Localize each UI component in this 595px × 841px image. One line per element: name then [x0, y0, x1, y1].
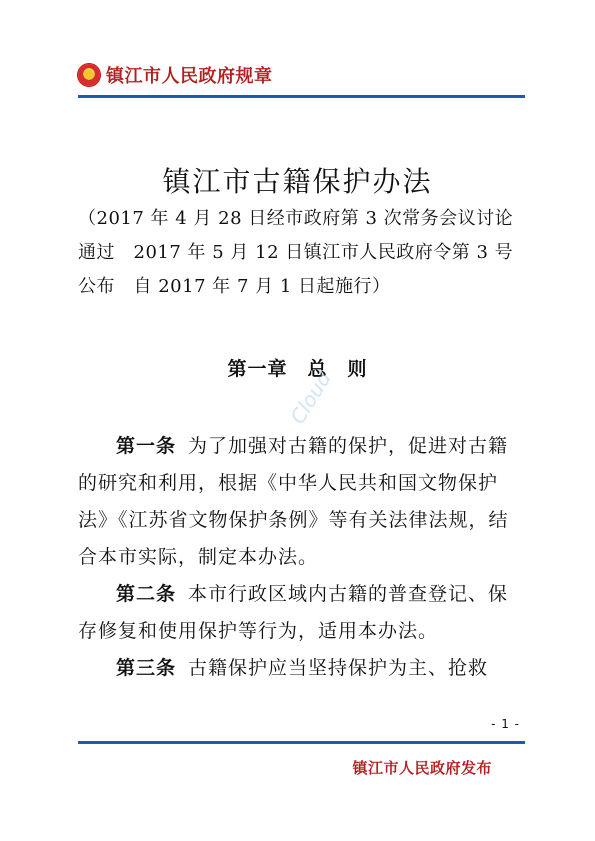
page-number: - 1 - — [491, 717, 520, 731]
national-emblem-icon — [78, 64, 100, 86]
footer-publisher: 镇江市人民政府发布 — [352, 759, 492, 777]
chapter-heading: 第一章 总 则 — [227, 358, 368, 380]
article-label: 第二条 — [116, 583, 177, 605]
bottom-divider — [78, 741, 525, 744]
article-text: 古籍保护应当坚持保护为主、抢救 — [188, 657, 489, 679]
header — [78, 62, 273, 88]
article-text: 本市行政区域内古籍的普查登记、保存修复和使用保护等行为，适用本办法。 — [78, 583, 509, 642]
article-label: 第三条 — [116, 657, 177, 679]
watermark: Cloud — [285, 367, 337, 429]
document-title: 镇江市古籍保护办法 — [162, 165, 433, 198]
document-body — [78, 428, 525, 687]
header-title: 镇江市人民政府规章 — [106, 66, 273, 87]
article-paragraph — [78, 428, 525, 576]
article-paragraph — [78, 650, 525, 687]
article-text: 为了加强对古籍的保护，促进对古籍的研究和利用，根据《中华人民共和国文物保护法》《江苏省文物保护条例》等有关法律法规，结合本市实际，制定本办法。 — [78, 435, 509, 568]
article-paragraph — [78, 576, 525, 650]
article-label: 第一条 — [116, 435, 177, 457]
top-divider — [78, 95, 525, 98]
document-subtitle: （2017 年 4 月 28 日经市政府第 3 次常务会议讨论通过 2017 年 5 月 12 日镇江市人民政府令第 3 号公布 自 2017 年 7 月 1 日起施行） — [78, 208, 514, 297]
